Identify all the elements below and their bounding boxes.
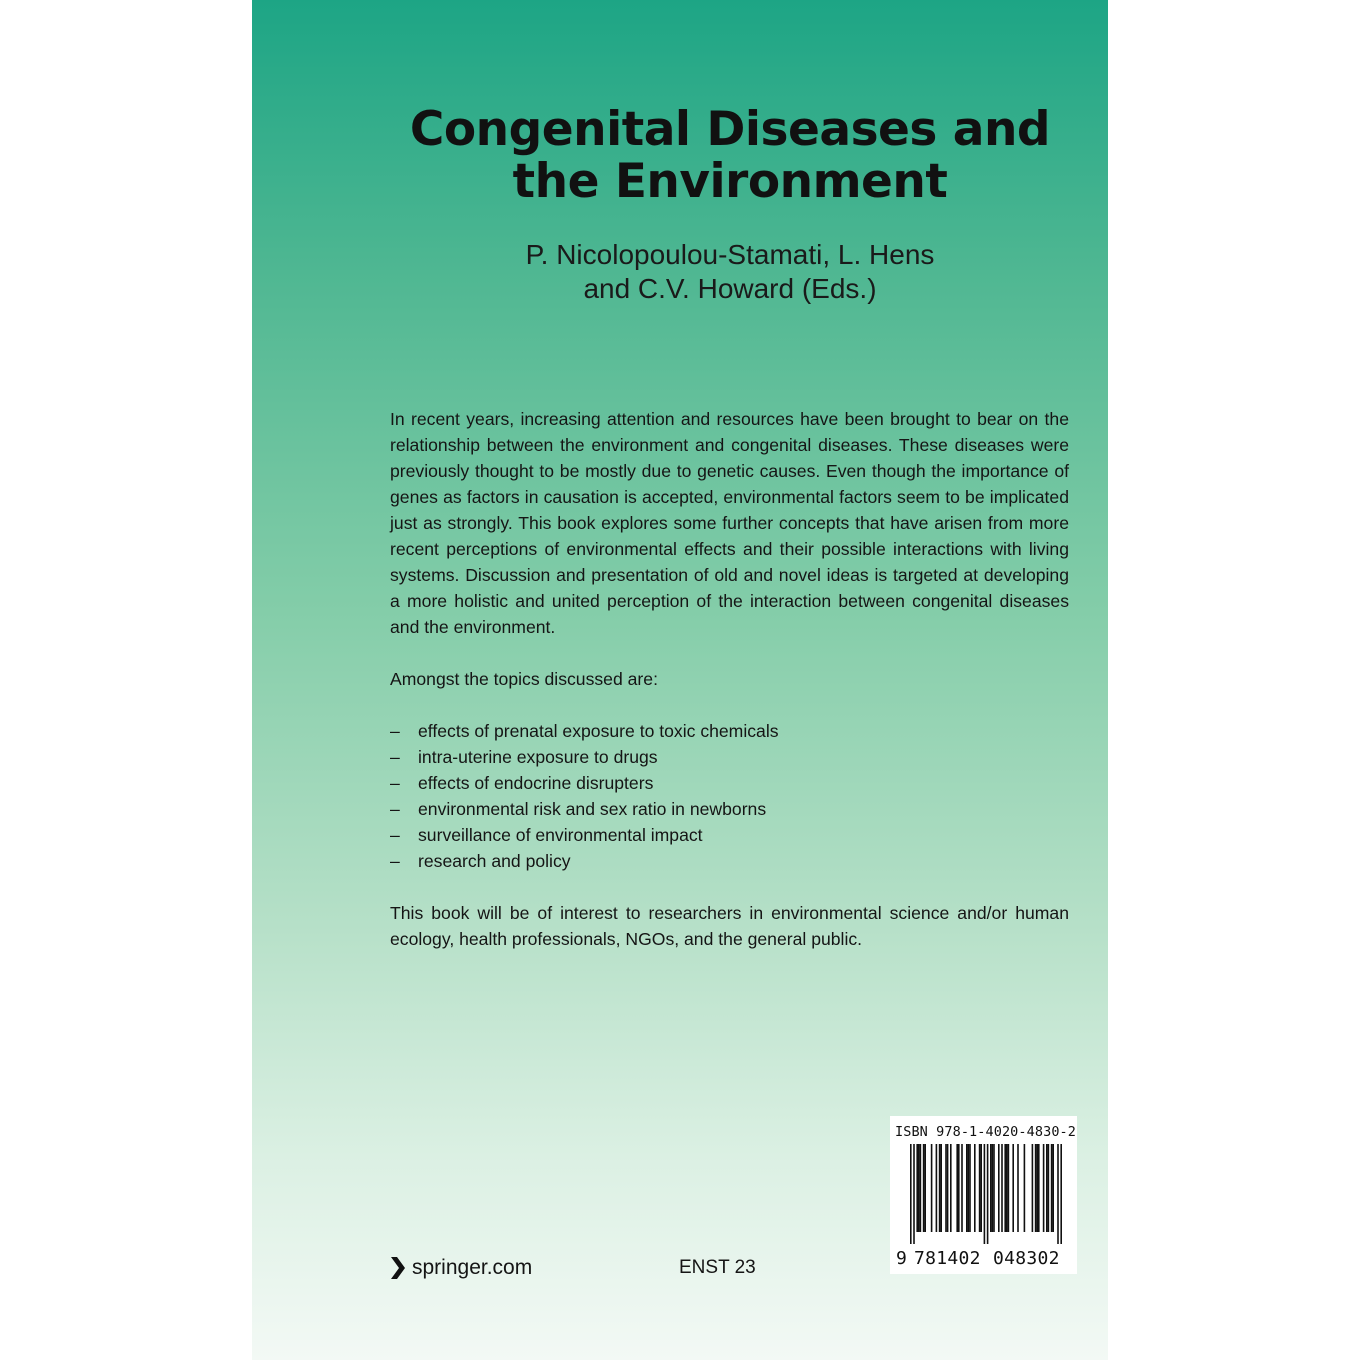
barcode-bar: [966, 1144, 968, 1232]
isbn-barcode: [890, 1116, 1077, 1274]
topic-item: [390, 848, 1069, 874]
isbn-label: ISBN 978-1-4020-4830-2: [895, 1124, 1077, 1140]
barcode-bar: [1052, 1144, 1054, 1232]
topic-dash: –: [390, 799, 400, 819]
topic-dash: –: [390, 851, 400, 871]
barcode-bar: [969, 1144, 971, 1232]
barcode-bar: [958, 1144, 960, 1232]
book-description: In recent years, increasing attention and resources have been brought to bear on the relationship between the environment and congenital diseases. These diseases were previously thought to be mostly due to genetic causes. Even though the importance of genes as factors in causation is accepted, environmental factors seem to be implicated just as strongly. This book explores some further concepts that have arisen from more recent perceptions of environmental effects and their possible interactions with living systems. Discussion and presentation of old and novel ideas is targeted at developing a more holistic and united perception of the interaction between congenital diseases and the environment.: [390, 409, 1069, 637]
barcode-bar: [913, 1144, 915, 1244]
barcode-bar: [1046, 1144, 1048, 1232]
barcode-bar: [1017, 1144, 1019, 1232]
book-title-line-2: the Environment: [512, 154, 948, 209]
barcode-bar: [920, 1144, 922, 1232]
barcode-bar: [1051, 1144, 1053, 1232]
barcode-bar: [993, 1144, 995, 1232]
barcode-bar: [924, 1144, 926, 1232]
topic-item: [390, 744, 1069, 770]
topic-dash: –: [390, 747, 400, 767]
topic-text: research and policy: [418, 851, 571, 871]
series-code: ENST 23: [679, 1257, 756, 1278]
topic-dash: –: [390, 825, 400, 845]
editors-line-2: and C.V. Howard (Eds.): [583, 273, 877, 304]
barcode-bar: [916, 1144, 918, 1232]
topic-text: intra-uterine exposure to drugs: [418, 747, 658, 767]
barcode-bar: [1004, 1144, 1006, 1232]
barcode-bar: [1038, 1144, 1040, 1232]
topic-text: effects of endocrine disrupters: [418, 773, 654, 793]
barcode-bar: [992, 1144, 994, 1232]
barcode-bar: [984, 1144, 986, 1244]
book-back-cover: [252, 0, 1108, 1360]
topic-item: [390, 822, 1069, 848]
barcode-bar: [1008, 1144, 1010, 1232]
barcode-bar: [1035, 1144, 1037, 1232]
barcode-digit-first: 9: [896, 1248, 907, 1269]
barcode-bar: [947, 1144, 949, 1232]
barcode-bar: [910, 1144, 912, 1244]
barcode-bar: [936, 1144, 938, 1232]
chevron-right-icon: [388, 1256, 406, 1280]
publisher-website[interactable]: [388, 1252, 532, 1284]
barcode-bar: [1032, 1144, 1034, 1232]
barcode-bar: [945, 1144, 947, 1232]
topic-text: surveillance of environmental impact: [418, 825, 703, 845]
barcode-bar: [990, 1144, 992, 1232]
barcode-digits-right: 048302: [993, 1248, 1060, 1269]
barcode-bar: [918, 1144, 920, 1232]
topic-item: [390, 718, 1069, 744]
editors-line-1: P. Nicolopoulou-Stamati, L. Hens: [525, 239, 935, 270]
barcode-bar: [998, 1144, 1000, 1232]
barcode-bar: [1057, 1144, 1059, 1244]
barcode-bar: [931, 1144, 933, 1232]
barcode-bar: [923, 1144, 925, 1232]
barcode-bar: [1024, 1144, 1026, 1232]
topic-dash: –: [390, 721, 400, 741]
barcode-bar: [968, 1144, 970, 1232]
topic-text: environmental risk and sex ratio in newborns: [418, 799, 767, 819]
topic-item: [390, 770, 1069, 796]
topics-list: [390, 718, 1069, 874]
topics-intro: Amongst the topics discussed are:: [390, 669, 658, 689]
barcode-bar: [950, 1144, 952, 1232]
barcode-bar: [1048, 1144, 1050, 1232]
barcode-bar: [1043, 1144, 1045, 1232]
barcode-bar: [940, 1144, 942, 1232]
book-editors: [252, 238, 1108, 306]
barcode-bars: [890, 1142, 1077, 1248]
topic-item: [390, 796, 1069, 822]
barcode-bar: [980, 1144, 982, 1232]
barcode-bar: [1036, 1144, 1038, 1232]
book-audience: This book will be of interest to researchers in environmental science and/or human ecology, health professionals, NGOs, and the general public.: [390, 903, 1069, 949]
book-title-line-1: Congenital Diseases and: [409, 102, 1051, 157]
barcode-bar: [956, 1144, 958, 1232]
barcode-bar: [1006, 1144, 1008, 1232]
barcode-digits-left: 781402: [914, 1248, 981, 1269]
barcode-bar: [939, 1144, 941, 1232]
barcode-bar: [1012, 1144, 1014, 1232]
barcode-bar: [1060, 1144, 1062, 1244]
topic-text: effects of prenatal exposure to toxic chemicals: [418, 721, 779, 741]
topic-dash: –: [390, 773, 400, 793]
website-text: springer.com: [412, 1256, 533, 1279]
barcode-bar: [974, 1144, 976, 1232]
barcode-bar: [979, 1144, 981, 1232]
barcode-bar: [1001, 1144, 1003, 1232]
barcode-bar: [987, 1144, 989, 1244]
book-title: [252, 104, 1108, 208]
barcode-bar: [961, 1144, 963, 1232]
